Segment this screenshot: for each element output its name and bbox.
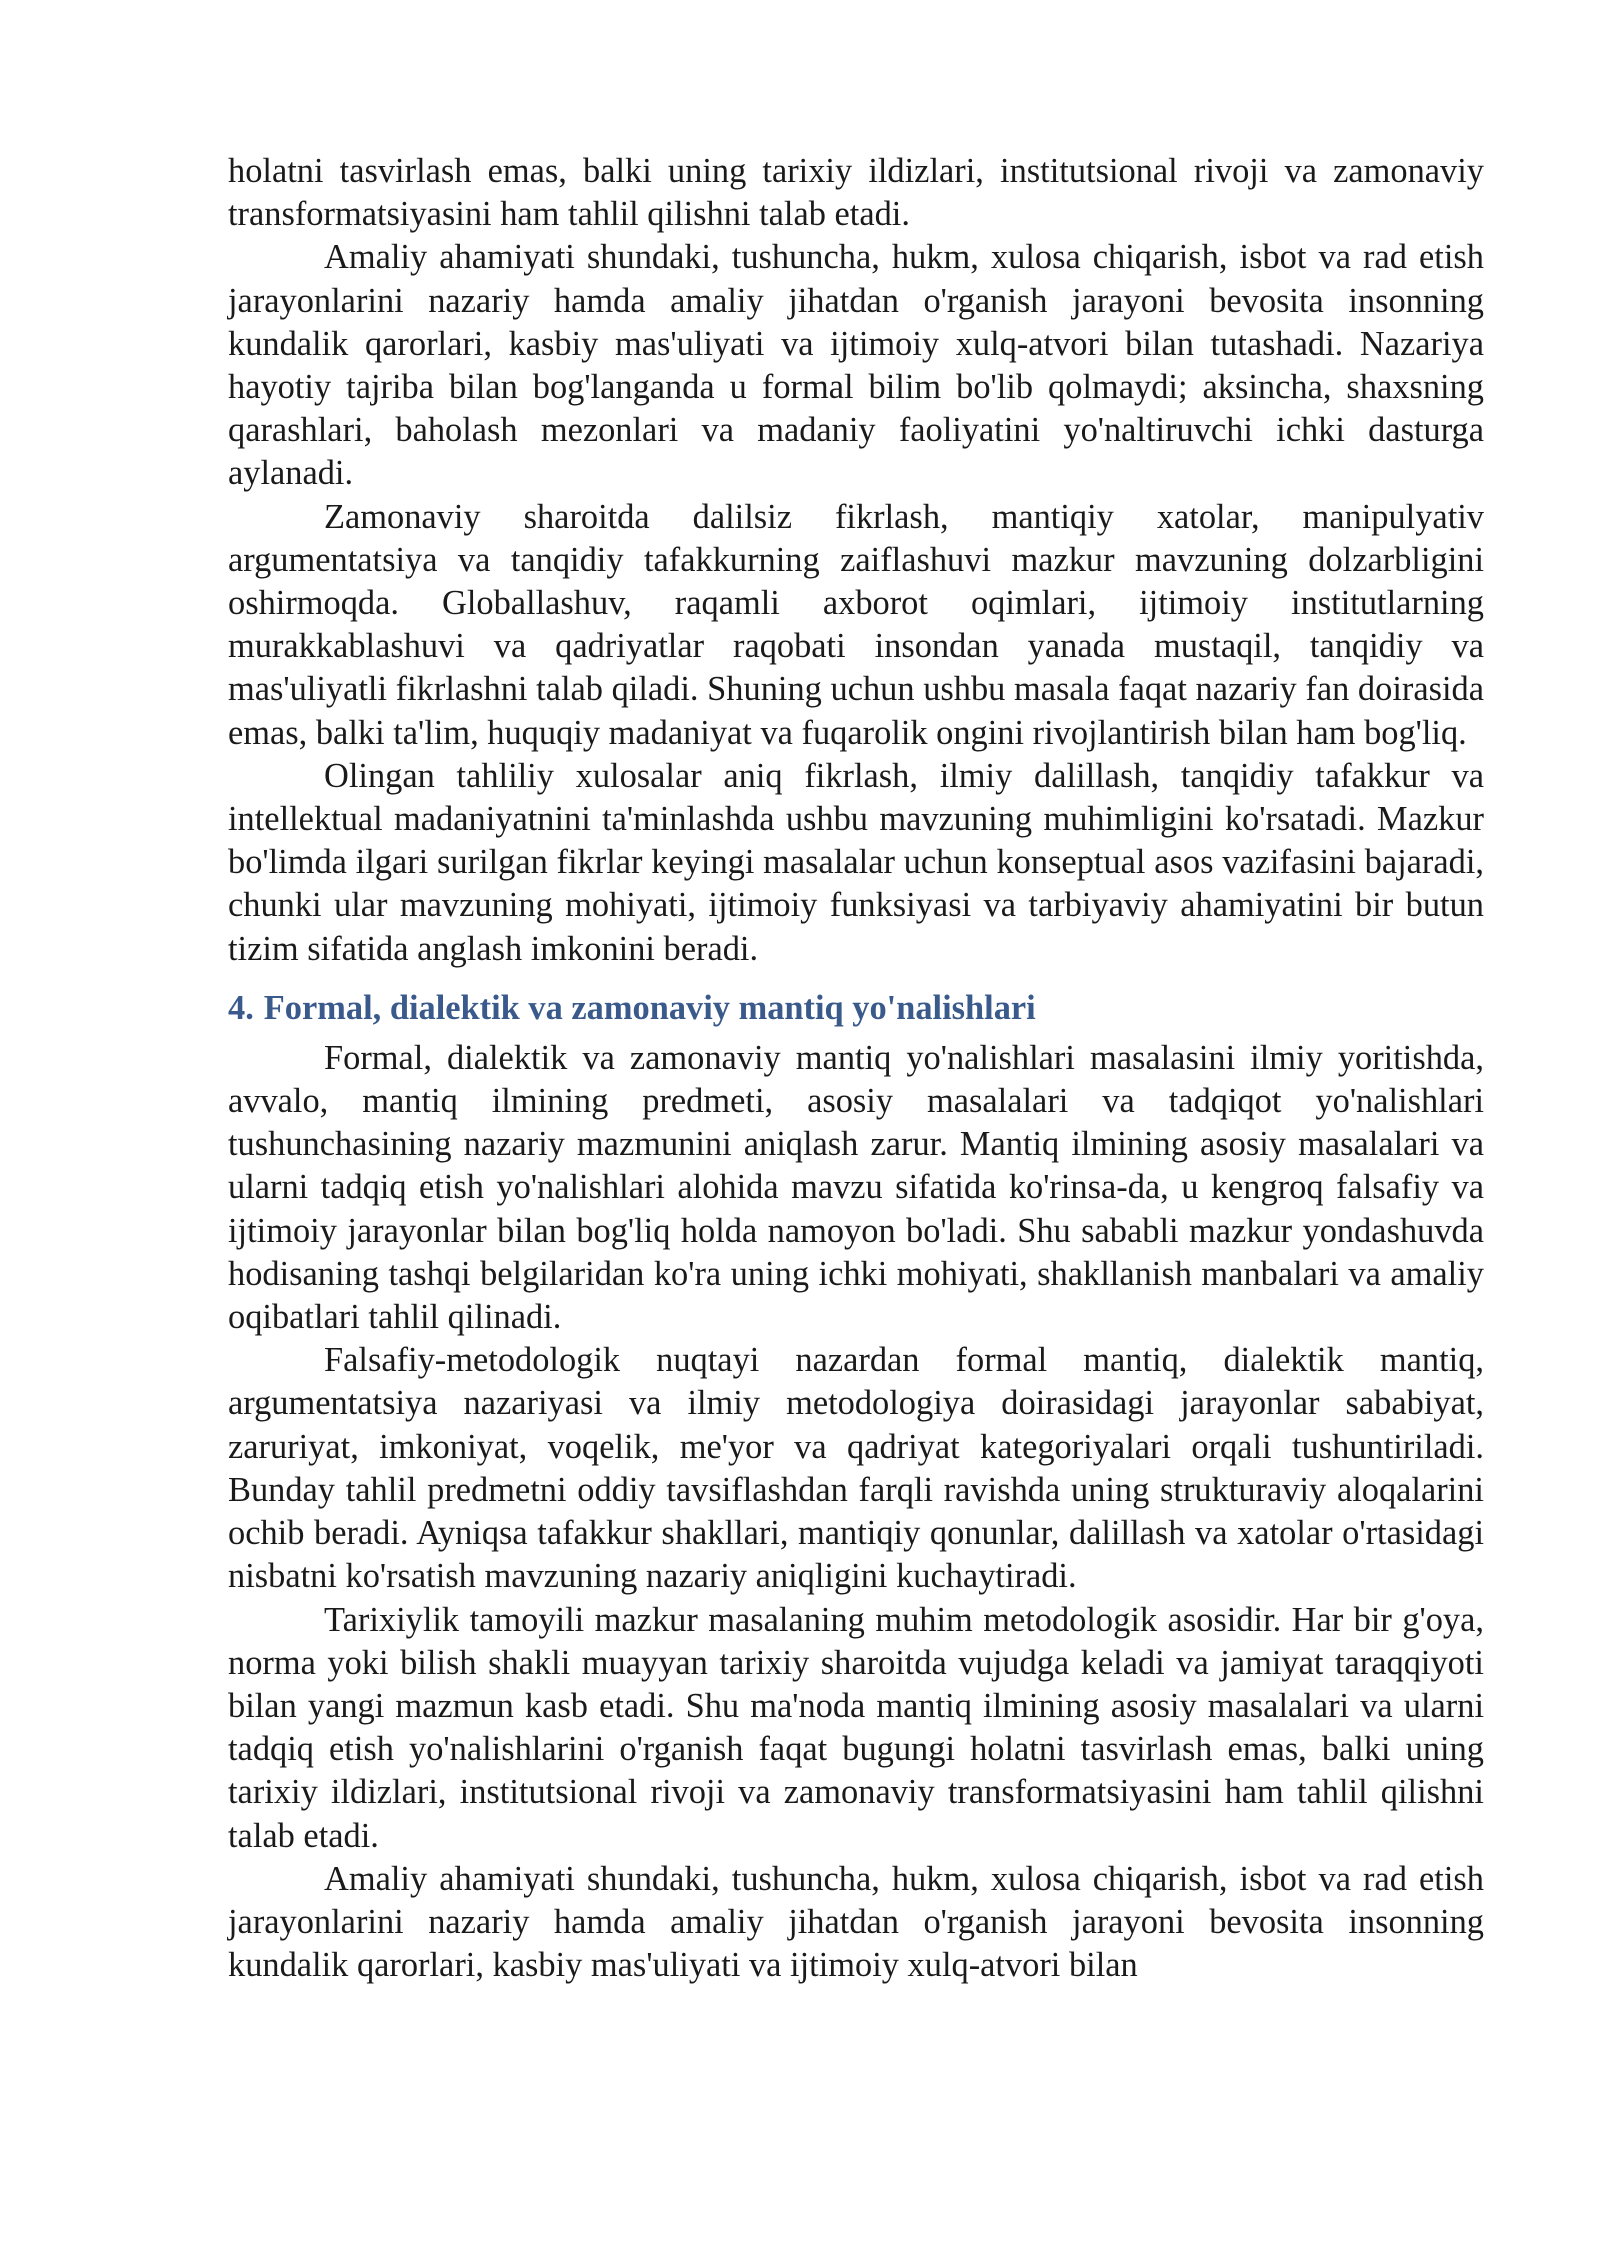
paragraph: Olingan tahliliy xulosalar aniq fikrlash, ilmiy dalillash, tanqidiy tafakkur va intellektual madaniyatnini ta'minlashda ushbu mavzuning muhimligini ko'rsatadi. Mazkur bo'limda ilgari surilgan fikrlar keyingi masalalar uchun konseptual asos vazifasini bajaradi, chunki ular mavzuning mohiyati, ijtimoiy funksiyasi va tarbiyaviy ahamiyatini bir butun tizim sifatida anglash imkonini beradi. (228, 756, 1484, 968)
section-heading (228, 983, 1484, 1033)
section-title: Formal, dialektik va zamonaviy mantiq yo'nalishlari (263, 988, 1036, 1027)
paragraph: Tarixiylik tamoyili mazkur masalaning muhim metodologik asosidir. Har bir g'oya, norma yoki bilish shakli muayyan tarixiy sharoitda vujudga keladi va jamiyat taraqqiyoti bilan yangi mazmun kasb etadi. Shu ma'noda mantiq ilmining asosiy masalalari va ularni tadqiq etish yo'nalishlarini o'rganish faqat bugungi holatni tasvirlash emas, balki uning tarixiy ildizlari, institutsional rivoji va zamonaviy transformatsiyasini ham tahlil qilishni talab etadi. (228, 1600, 1484, 1855)
section-number: 4. (228, 988, 254, 1027)
paragraph-continued: holatni tasvirlash emas, balki uning tarixiy ildizlari, institutsional rivoji va zamonaviy transformatsiyasini ham tahlil qilishni talab etadi. (228, 152, 1484, 234)
paragraph: Falsafiy-metodologik nuqtayi nazardan formal mantiq, dialektik mantiq, argumentatsiya nazariyasi va ilmiy metodologiya doirasidagi jarayonlar sababiyat, zaruriyat, imkoniyat, voqelik, me'yor va qadriyat kategoriyalari orqali tushuntiriladi. Bunday tahlil predmetni oddiy tavsiflashdan farqli ravishda uning strukturaviy aloqalarini ochib beradi. Ayniqsa tafakkur shakllari, mantiqiy qonunlar, dalillash va xatolar o'rtasidagi nisbatni ko'rsatish mavzuning nazariy aniqligini kuchaytiradi. (228, 1341, 1484, 1596)
paragraph: Amaliy ahamiyati shundaki, tushuncha, hukm, xulosa chiqarish, isbot va rad etish jarayonlarini nazariy hamda amaliy jihatdan o'rganish jarayoni bevosita insonning kundalik qarorlari, kasbiy mas'uliyati va ijtimoiy xulq-atvori bilan tutashadi. Nazariya hayotiy tajriba bilan bog'langanda u formal bilim bo'lib qolmaydi; aksincha, shaxsning qarashlari, baholash mezonlari va madaniy faoliyatini yo'naltiruvchi ichki dasturga aylanadi. (228, 238, 1484, 493)
paragraph-truncated: Amaliy ahamiyati shundaki, tushuncha, hukm, xulosa chiqarish, isbot va rad etish jarayonlarini nazariy hamda amaliy jihatdan o'rganish jarayoni bevosita insonning kundalik qarorlari, kasbiy mas'uliyati va ijtimoiy xulq-atvori bilan (228, 1859, 1484, 1985)
paragraph: Zamonaviy sharoitda dalilsiz fikrlash, mantiqiy xatolar, manipulyativ argumentatsiya va tanqidiy tafakkurning zaiflashuvi mazkur mavzuning dolzarbligini oshirmoqda. Globallashuv, raqamli axborot oqimlari, ijtimoiy institutlarning murakkablashuvi va qadriyatlar raqobati insondan yanada mustaqil, tanqidiy va mas'uliyatli fikrlashni talab qiladi. Shuning uchun ushbu masala faqat nazariy fan doirasida emas, balki ta'lim, huquqiy madaniyat va fuqarolik ongini rivojlantirish bilan ham bog'liq. (228, 497, 1484, 752)
paragraph: Formal, dialektik va zamonaviy mantiq yo'nalishlari masalasini ilmiy yoritishda, avvalo, mantiq ilmining predmeti, asosiy masalalari va tadqiqot yo'nalishlari tushunchasining nazariy mazmunini aniqlash zarur. Mantiq ilmining asosiy masalalari va ularni tadqiq etish yo'nalishlari alohida mavzu sifatida ko'rinsa-da, u kengroq falsafiy va ijtimoiy jarayonlar bilan bog'liq holda namoyon bo'ladi. Shu sababli mazkur yondashuvda hodisaning tashqi belgilaridan ko'ra uning ichki mohiyati, shakllanish manbalari va amaliy oqibatlari tahlil qilinadi. (228, 1038, 1484, 1337)
document-page (228, 150, 1484, 1987)
